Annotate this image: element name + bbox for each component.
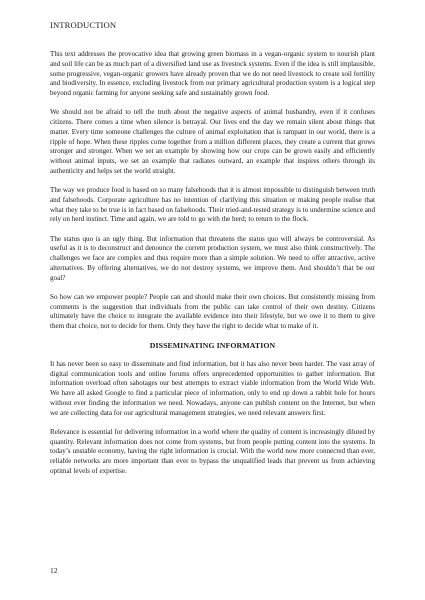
section-heading: DISSEMINATING INFORMATION xyxy=(149,341,276,351)
paragraph-truth: We should not be afraid to tell the truth about the negative aspects of animal husbandry, even if it confuses citizens. There comes a time when silence is betrayal. Our lives end the day we remain silent about things that matter. Every time someone challenges the culture of animal exploitation that is rampant in our world, there is a ripple of hope. When these ripples come together from a million different places, they create a current that grows stronger and stronger. When we set an example by showing how our crops can be grown easily and efficiently without animal inputs, we set an example that radiates outward, an example that inspires others through its authenticity and helps set the world straight. xyxy=(50,108,375,175)
paragraph-falsehoods: The way we produce food is based on so many falsehoods that it is almost impossible to distinguish between truth and falsehoods. Corporate agriculture has no intention of clarifying this situation or making people realise that what they take to be true is in fact based on falsehoods. Their tried-and-tested strategy is to undermine science and rely on herd instinct. Time and again, we are told to go with the herd; to return to the flock. xyxy=(50,186,375,224)
paragraph-relevance: Relevance is essential for delivering information in a world where the quality of content is increasingly diluted by quantity. Relevant information does not come from systems, but from people putting content into the systems. In today’s unstable economy, having the right information is crucial. With the world now more connected than ever, reliable networks are more important than ever to bypass the unqualified leads that prevent us from achieving optimal levels of expertise. xyxy=(50,427,375,475)
paragraph-biomass: This text addresses the provocative idea that growing green biomass in a vegan-organic system to nourish plant and soil life can be as much part of a diversified land use as livestock systems. Even if the idea is still implausible, some progressive, vegan-organic growers have already proven that we do not need livestock to create soil fertility and biodiversity. In essence, excluding livestock from our primary agricultural production system is a logical step beyond organic farming for anyone seeking safe and sustainably grown food. xyxy=(50,50,375,97)
body-text xyxy=(50,50,375,486)
paragraph-status-quo: The status quo is an ugly thing. But information that threatens the status quo will always be controversial. As useful as it is to deconstruct and denounce the current production system, we must also think constructively. The challenges we face are complex and thus require more than a simple solution. We need to offer attractive, active alternatives. By offering alternatives, we do not destroy systems, we improve them. And shouldn’t that be our goal? xyxy=(50,234,375,282)
running-header: INTRODUCTION xyxy=(50,20,117,30)
paragraph-disseminate: It has never been so easy to disseminate and find information, but it has also never been harder. The vast array of digital communication tools and online forums offers unprecedented opportunities to gather information. But information overload often sabotages our best attempts to extract viable information from the World Wide Web. We have all asked Google to find a particular piece of information, only to end up down a rabbit hole for hours without ever finding the information we need. Nowadays, anyone can publish content on the Internet, but when we are collecting data for our agricultural management strategies, we need relevant answers first. xyxy=(50,359,375,417)
paragraph-empower: So how can we empower people? People can and should make their own choices. But consistently missing from comments is the suggestion that individuals from the public can take control of their own destiny. Citizens ultimately have the choice to integrate the available evidence into their lifestyle, but we owe it to them to give them that choice, not to decide for them. Only they have the right to decide what to make of it. xyxy=(50,292,375,330)
page-number: 12 xyxy=(50,566,58,575)
